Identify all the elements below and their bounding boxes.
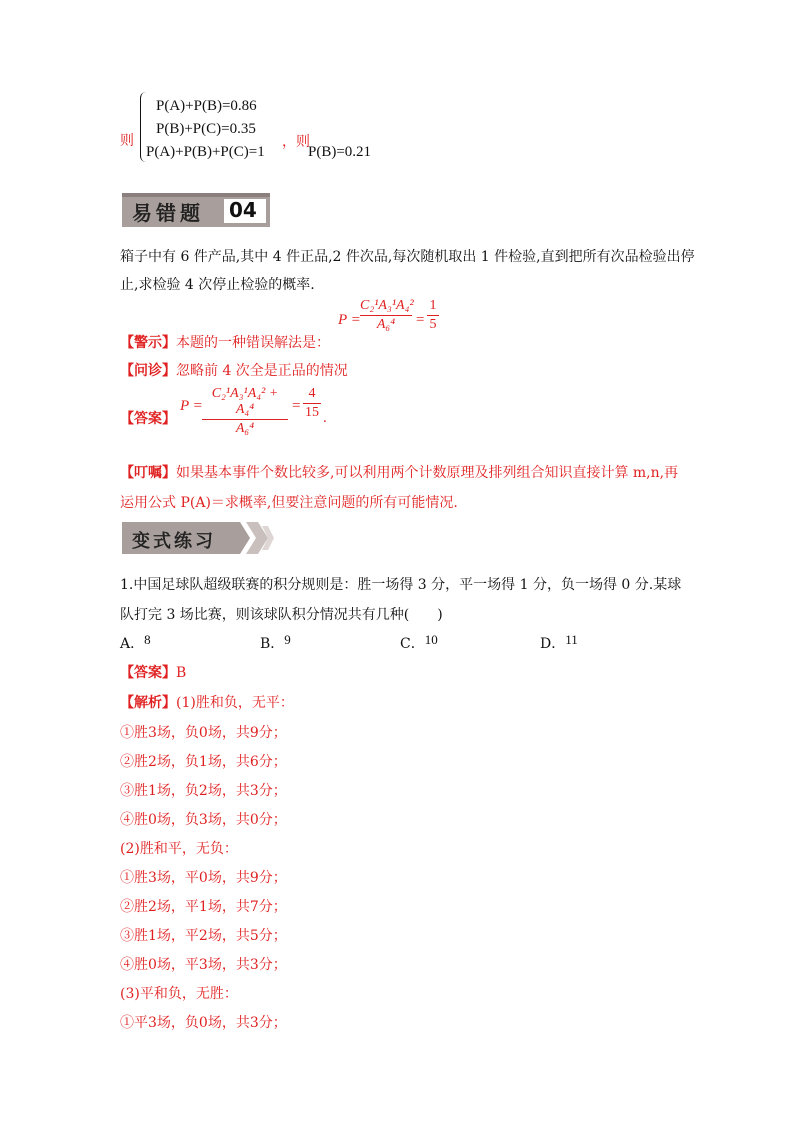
option-c: [400, 632, 438, 653]
wrong-formula-fraction: [360, 298, 412, 333]
answer1-result-numerator: 4: [308, 386, 316, 401]
banner2-label: 变式练习: [132, 531, 216, 552]
reminder-tag: 【叮嘱】: [120, 465, 176, 481]
analysis-line-2: ②胜2场，负1场，共6分；: [120, 754, 287, 770]
warning-tag: 【警示】: [120, 335, 176, 351]
analysis-line-4: ④胜0场，负3场，共0分；: [120, 812, 287, 828]
wrong-formula-result: [427, 298, 439, 333]
wrong-result-denominator: 5: [429, 317, 437, 332]
answer2-value: B: [176, 665, 187, 681]
equation-1: P(A)+P(B)=0.86: [156, 98, 257, 114]
answer1-fraction: [202, 386, 288, 437]
warning-text: 本题的一种错误解法是：: [176, 335, 330, 351]
equation-3: P(A)+P(B)+P(C)=1: [146, 144, 265, 160]
analysis-line-10: (3)平和负，无胜：: [120, 986, 238, 1002]
wrong-formula-lhs: P =: [338, 312, 361, 328]
analysis-line-0: [120, 692, 294, 712]
wrong-formula-numerator: C₂¹A₃¹A₄²: [360, 298, 414, 313]
analysis-line-8: ③胜1场，平2场，共5分；: [120, 928, 287, 944]
reminder-line-1: [120, 462, 678, 482]
analysis-line-6: ①胜3场，平0场，共9分；: [120, 870, 287, 886]
wrong-formula-denominator: A₆⁴: [376, 317, 396, 332]
answer1-numerator: C₂¹A₃¹A₄² + A₄⁴: [211, 386, 279, 417]
option-d-letter: D．: [540, 636, 566, 652]
analysis-line-11: ①平3场，负0场，共3分；: [120, 1015, 287, 1031]
banner1-number: 04: [229, 198, 257, 222]
analysis-line-1: ①胜3场，负0场，共9分；: [120, 725, 287, 741]
question-line-2: 队打完 3 场比赛，则该球队积分情况共有几种( ): [120, 607, 443, 623]
answer1-result-denominator: 15: [305, 405, 319, 420]
answer2-line: [120, 662, 186, 682]
option-c-letter: C．: [400, 636, 425, 652]
warning-line: [120, 332, 330, 352]
wrong-formula-eq: =: [416, 312, 425, 328]
equation-2: P(B)+P(C)=0.35: [156, 121, 256, 137]
answer1-lhs: P =: [180, 398, 203, 414]
system-sep: ，则: [282, 134, 310, 150]
analysis-line-9: ④胜0场，平3场，共3分；: [120, 957, 287, 973]
banner1-label: 易错题: [132, 201, 204, 225]
diagnosis-tag: 【问诊】: [120, 363, 176, 379]
analysis-tag: 【解析】: [120, 695, 176, 711]
system-result: P(B)=0.21: [308, 144, 372, 160]
reminder-line-2: 运用公式 P(A)＝求概率,但要注意问题的所有可能情况.: [120, 495, 458, 511]
problem-line-2: 止,求检验 4 次停止检验的概率.: [120, 277, 315, 293]
option-d: [540, 632, 578, 653]
diagnosis-text: 忽略前 4 次全是正品的情况: [176, 363, 348, 379]
wrong-result-numerator: 1: [429, 298, 437, 313]
option-a-letter: A．: [120, 636, 145, 652]
option-d-value: 11: [565, 632, 578, 647]
answer1-denominator: A₆⁴: [235, 421, 255, 436]
analysis-line-7: ②胜2场，平1场，共7分；: [120, 899, 287, 915]
option-b-value: 9: [284, 632, 291, 647]
option-a: [120, 632, 151, 653]
answer2-tag: 【答案】: [120, 665, 176, 681]
option-b: [260, 632, 291, 653]
analysis-line-5: (2)胜和平，无负：: [120, 841, 238, 857]
option-a-value: 8: [144, 632, 151, 647]
problem-line-1: 箱子中有 6 件产品,其中 4 件正品,2 件次品,每次随机取出 1 件检验,直到把所有次品检验出停: [120, 249, 695, 265]
question-line-1: 1.中国足球队超级联赛的积分规则是：胜一场得 3 分，平一场得 1 分，负一场得 0 分.某球: [120, 577, 682, 593]
diagnosis-line: [120, 360, 348, 380]
analysis-text-0: (1)胜和负，无平：: [176, 695, 294, 711]
option-c-value: 10: [424, 632, 438, 647]
answer1-result: [303, 386, 321, 421]
reminder-text-1: 如果基本事件个数比较多,可以利用两个计数原理及排列组合知识直接计算 m,n,再: [176, 465, 679, 481]
answer1-eq: =: [292, 398, 301, 414]
option-b-letter: B．: [260, 636, 285, 652]
analysis-line-3: ③胜1场，负2场，共3分；: [120, 783, 287, 799]
answer1-tag: 【答案】: [120, 411, 176, 427]
system-prefix: 则: [120, 133, 134, 149]
answer1-end: .: [323, 410, 327, 426]
